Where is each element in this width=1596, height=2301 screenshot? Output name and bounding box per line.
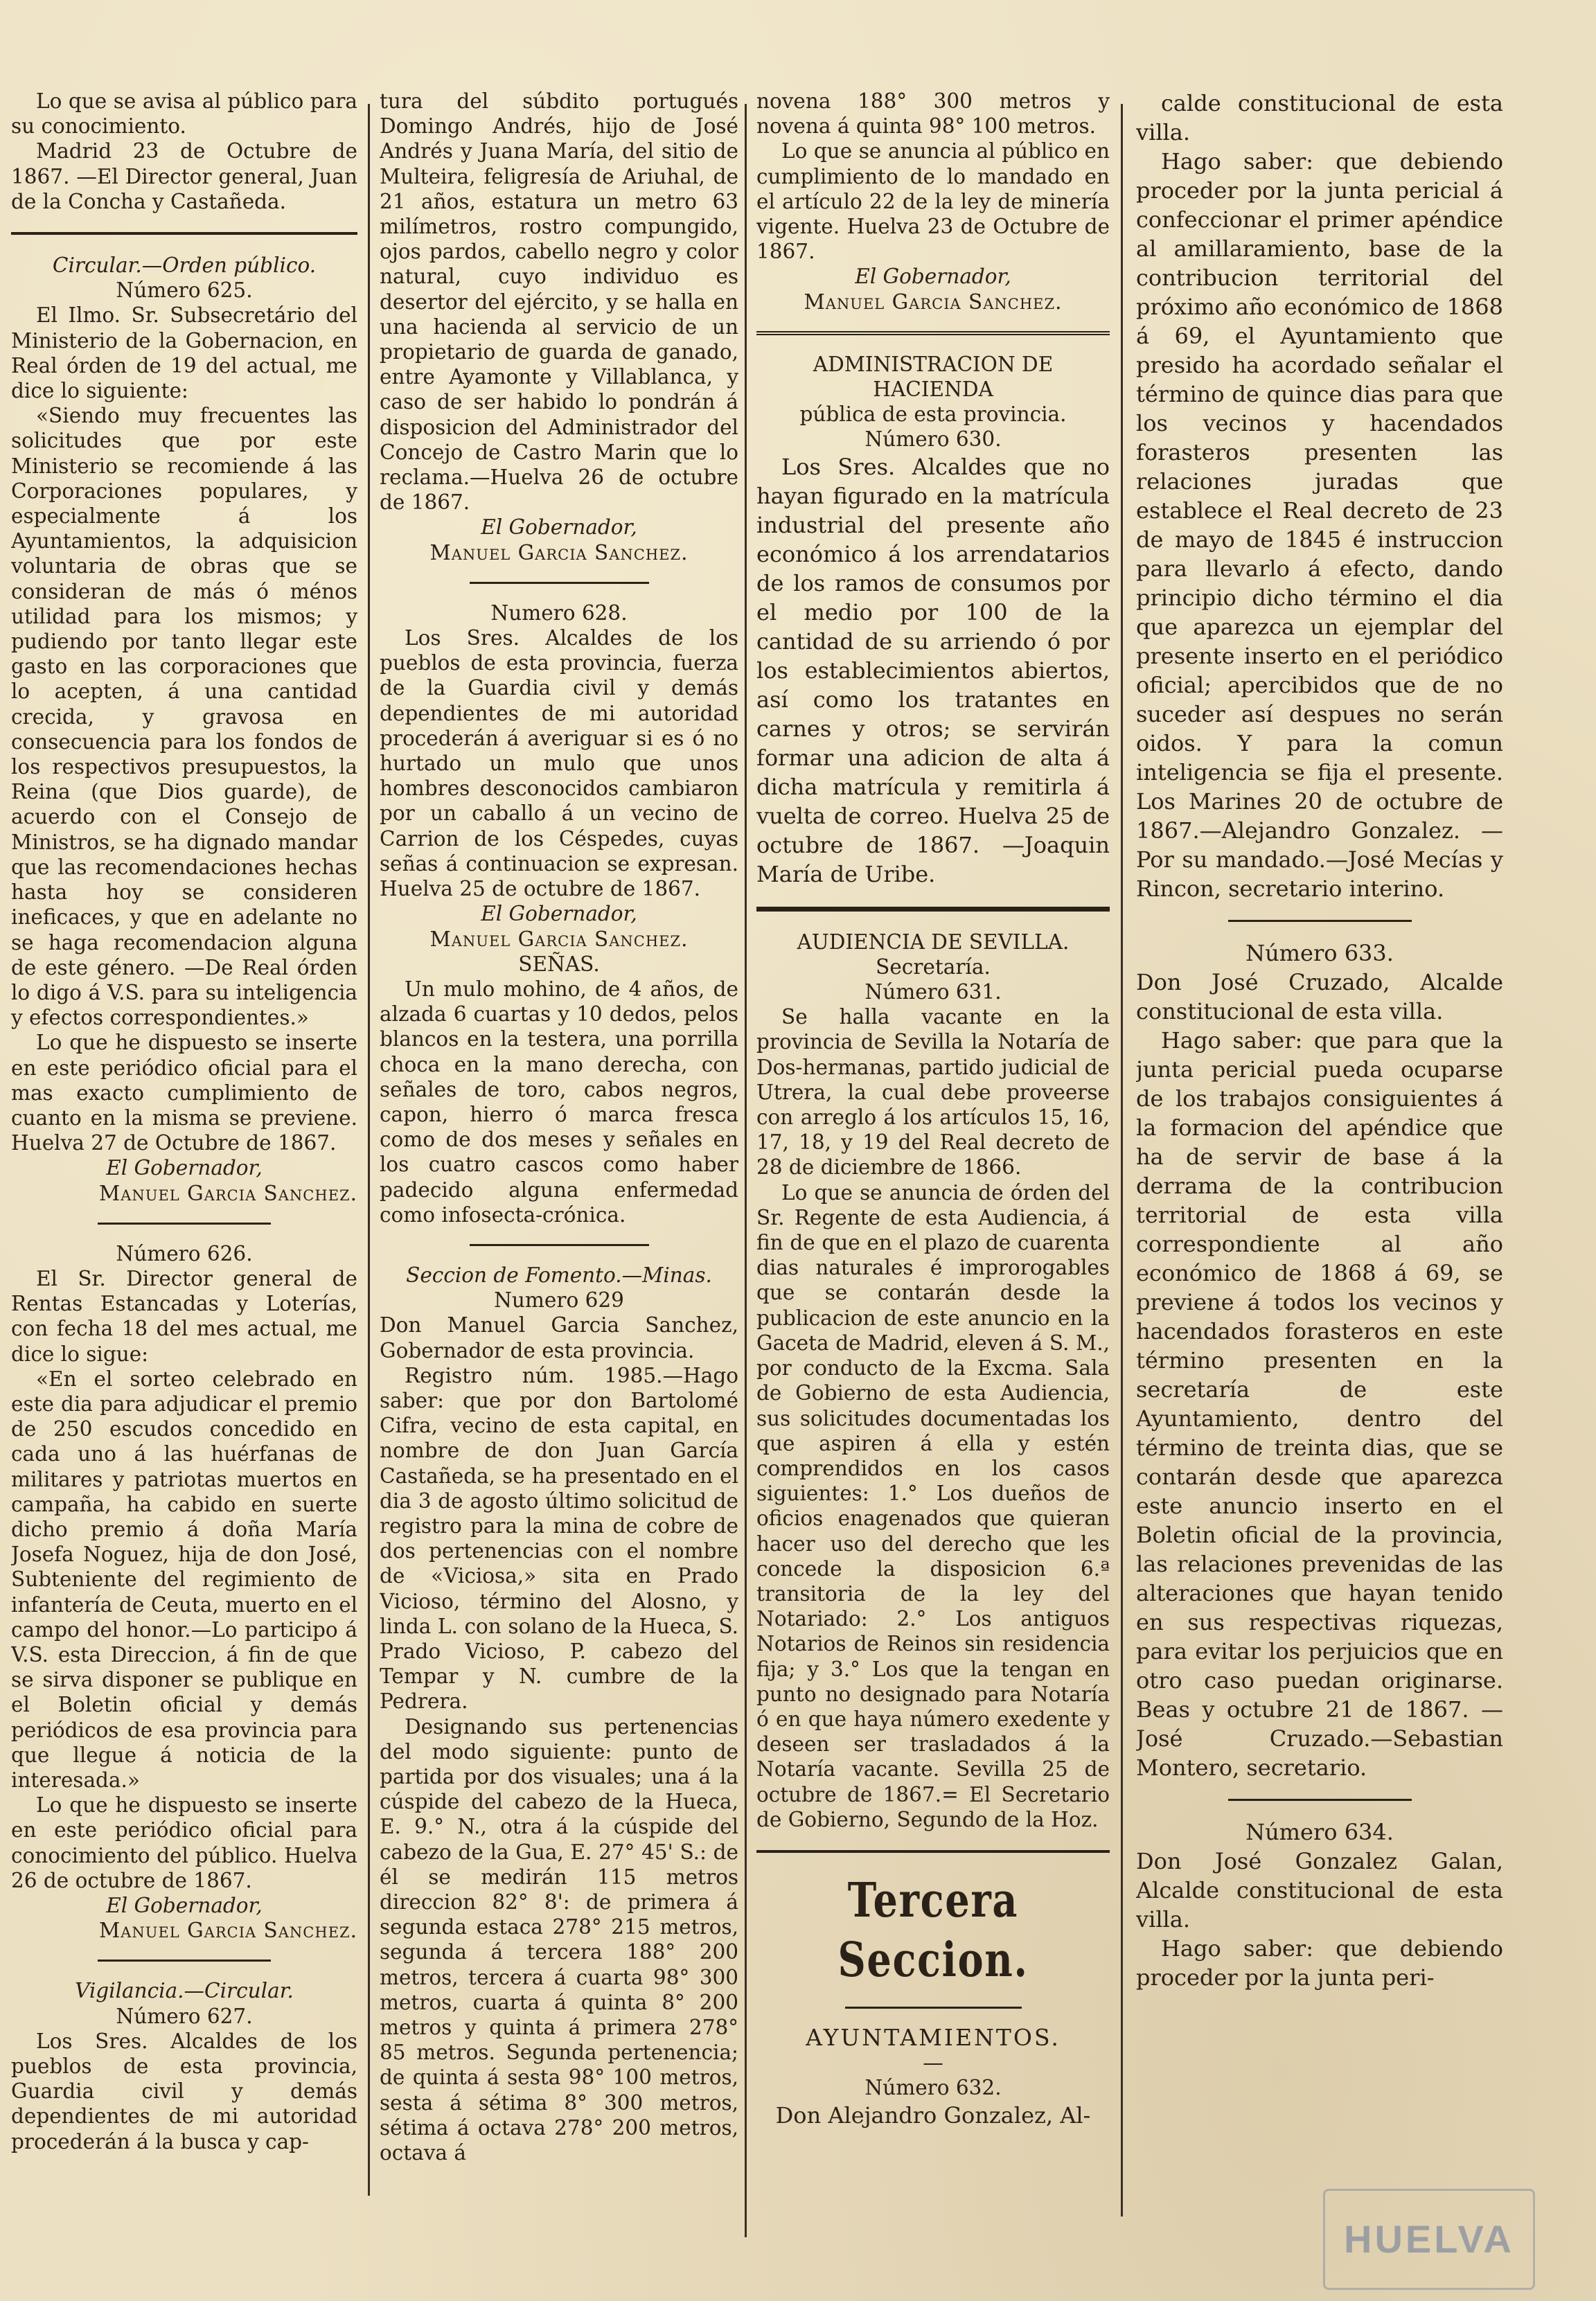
column-3 (756, 89, 1110, 2222)
notice-number: Número 634. (1245, 1819, 1394, 1845)
notice-text: tura del súbdito portugués Domingo Andrés, hijo de José Andrés y Juana María, del sitio de Multeira, feligresía de Ariuhal, de 21 años, estatura un metro 63 milímetros, rostro compungido, ojos pardos, cabello negro y color natural, cuyo individuo es desertor del ejército, y se halla en una hacienda al servicio de un propietario de guarda de ganado, entre Ayamonte y Villablanca, y caso de ser habido lo pondrán á disposicion del Administrador del Concejo de Castro Marin que lo reclama.—Huelva 26 de octubre de 1867. (380, 89, 738, 515)
notice-text: calde constitucional de esta villa. (1136, 90, 1503, 145)
notice-text: El Ilmo. Sr. Subsecretário del Ministerio de la Gobernacion, en Real órden de 19 del actual, me dice lo siguiente: (11, 303, 357, 403)
governor-title: El Gobernador, (106, 1894, 263, 1918)
notice-number: Número 626. (116, 1241, 253, 1265)
governor-title: El Gobernador, (855, 265, 1011, 289)
notice-number: Número 633. (1245, 940, 1394, 966)
section-heading: AUDIENCIA DE SEVILLA. (797, 930, 1070, 954)
dash-separator: — (923, 2051, 943, 2075)
divider (98, 1960, 271, 1962)
notice-text: Hago saber: que debiendo proceder por la junta pericial á confeccionar el primer apéndice al amillaramiento, base de la contribucion territorial del próximo año económico de 1868 á 69, el Ayuntamiento que presido ha acordado señalar el término de quince dias para que los vecinos y hacendados forasteros presenten las relaciones juradas que establece el Real decreto de 23 de mayo de 1845 é instruccion para llevarlo á efecto, dando principio dicho término el dia que aparezca un ejemplar del presente inserto en el periódico oficial; apercibidos que de no suceder así despues no serán oidos. Y para la comun inteligencia se fija el presente. Los Marines 20 de octubre de 1867.—Alejandro Gonzalez. —Por su mandado.—José Mecías y Rincon, secretario interino. (1136, 148, 1503, 902)
notice-number: Numero 629 (494, 1288, 624, 1313)
notice-text: Registro núm. 1985.—Hago saber: que por don Bartolomé Cifra, vecino de esta capital, en nombre de don Juan García Castañeda, se ha presentado en el dia 3 de agosto último solicitud de registro para la mina de cobre de dos pertenencias con el nombre de «Viciosa,» sita en Prado Vicioso, término del Alosno, y linda L. con solano de la Hueca, S. Prado Vicioso, P. cabezo del Tempar y N. cumbre de la Pedrera. (380, 1363, 738, 1714)
notice-text: Don José Gonzalez Galan, Alcalde constitucional de esta villa. (1136, 1848, 1503, 1933)
governor-name: Manuel Garcia Sanchez. (99, 1919, 357, 1943)
notice-text: Se halla vacante en la provincia de Sevilla la Notaría de Dos-hermanas, partido judicial de Utrera, la cual debe proveerse con arreglo á los artículos 15, 16, 17, 18, y 19 del Real decreto de 28 de diciembre de 1866. (756, 1005, 1110, 1180)
section-heading: ADMINISTRACION DE HACIENDA (813, 352, 1054, 402)
divider (470, 1244, 649, 1246)
notice-text: Lo que se anuncia al público en cumplimiento de lo mandado en el artículo 22 de la ley de minería vigente. Huelva 23 de Octubre de 1867. (756, 139, 1110, 264)
notice-number: Número 630. (864, 427, 1002, 452)
divider (1228, 1799, 1412, 1801)
notice-number: Número 625. (116, 278, 253, 303)
divider (1228, 920, 1412, 922)
notice-text: «Siendo muy frecuentes las solicitudes que por este Ministerio se recomiende á las Corporaciones populares, y especialmente á los Ayuntamientos, la adquisicion voluntaria de obras que se consideran de más ó ménos utilidad para los mismos; y pudiendo por tanto llegar este gasto en las corporaciones que lo acepten, á una cantidad crecida, y gravosa en consecuencia para los fondos de los respectivos presupuestos, la Reina (que Dios guarde), de acuerdo con el Consejo de Ministros, se ha dignado mandar que las recomendaciones hechas hasta hoy se consideren ineficaces, y que en adelante no se haga recomendacion alguna de este género. —De Real órden lo digo á V.S. para su inteligencia y efectos correspondientes.» (11, 404, 357, 1030)
section-heading: Vigilancia.—Circular. (75, 1979, 294, 2003)
divider (11, 232, 357, 235)
notice-text: Los Sres. Alcaldes que no hayan figurado en la matrícula industrial del presente año económico á los arrendatarios de los ramos de consumos por el medio por 100 de la cantidad de su arriendo ó por los establecimientos abiertos, así como los tratantes en carnes y otros; se servirán formar una adicion de alta á dicha matrícula y remitirla á vuelta de correo. Huelva 25 de octubre de 1867. —Joaquin María de Uribe. (756, 453, 1110, 887)
divider (756, 331, 1110, 335)
notice-text: Designando sus pertenencias del modo siguiente: punto de partida por dos visuales; una á la cúspide del cabezo de la Hueca, E. 9.° N., otra á la cúspide del cabezo de la Gua, E. 27° 45' S.: de él se medirán 115 metros direccion 82° 8': de primera á segunda estaca 278° 215 metros, segunda á tercera 188° 200 metros, tercera á cuarta 98° 300 metros, cuarta á quinta 8° 200 metros y quinta á primera 278° 85 metros. Segunda pertenencia; de quinta á sesta 98° 100 metros, sesta á sétima 8° 300 metros, sétima á octava 278° 200 metros, octava á (380, 1714, 738, 2165)
section-subheading: Secretaría. (876, 954, 991, 979)
divider (756, 907, 1110, 912)
notice-number: Número 632. (864, 2076, 1002, 2100)
notice-number: Número 627. (116, 2004, 253, 2028)
governor-title: El Gobernador, (106, 1156, 263, 1180)
governor-title: El Gobernador, (481, 515, 637, 540)
notice-text: Hago saber: que debiendo proceder por la junta peri- (1136, 1935, 1503, 1991)
signature-text: Madrid 23 de Octubre de 1867. —El Director general, Juan de la Concha y Castañeda. (11, 139, 357, 213)
column-divider (745, 104, 747, 2237)
archive-watermark: HUELVA (1323, 2189, 1535, 2290)
notice-text: Don José Cruzado, Alcalde constitucional de esta villa. (1136, 969, 1503, 1024)
section-subheading: pública de esta provincia. (799, 402, 1067, 427)
notice-text: Lo que se anuncia de órden del Sr. Regente de esta Audiencia, á fin de que en el plazo de cuarenta dias naturales é improrogables que se contarán desde la publicacion de este anuncio en la Gaceta de Madrid, eleven á S. M., por conducto de la Excma. Sala de Gobierno de esta Audiencia, sus solicitudes documentadas los que aspiren á ella y estén comprendidos en los casos siguientes: 1.° Los dueños de oficios enagenados que quieran hacer uso del derecho que les concede la disposicion 6.ª transitoria de la ley del Notariado: 2.° Los antiguos Notarios de Reinos sin residencia fija; y 3.° Los que la tengan en punto no designado para Notaría ó en que haya número exedente y deseen ser trasladados á la Notaría vacante. Sevilla 25 de octubre de 1867.= El Secretario de Gobierno, Segundo de la Hoz. (756, 1180, 1110, 1831)
column-1 (11, 89, 357, 2222)
notice-text: Los Sres. Alcaldes de los pueblos de esta provincia, fuerza de la Guardia civil y demás dependientes de mi autoridad procederán á averiguar si es ó no hurtado un mulo que unos hombres desconocidos cambiaron por un caballo á un vecino de Carrion de los Céspedes, cuyas señas á continuacion se expresan. Huelva 25 de octubre de 1867. (380, 626, 738, 901)
notice-text: Los Sres. Alcaldes de los pueblos de esta provincia, Guardia civil y demás dependientes de mi autoridad procederán á la busca y cap- (11, 2029, 357, 2153)
notice-text: «En el sorteo celebrado en este dia para adjudicar el premio de 250 escudos concedido en cada uno á las huérfanas de militares y patriotas muertos en campaña, ha cabido en suerte dicho premio á doña María Josefa Noguez, hija de don José, Subteniente del regimiento de infantería de Ceuta, muerto en el campo del honor.—Lo participo á V.S. esta Direccion, á fin de que se sirva disponer se publique en el Boletin oficial y demás periódicos de esa provincia para que llegue á noticia de la interesada.» (11, 1367, 357, 1792)
notice-text: Hago saber: que para que la junta pericial pueda ocuparse de los trabajos consiguientes á la formacion del apéndice que ha de servir de base á la derrama de la contribucion territorial de esta villa correspondiente al año económico de 1868 á 69, se previene á todos los vecinos y hacendados forasteros en este término presenten en la secretaría de este Ayuntamiento, dentro del término de treinta dias, que se contarán desde que aparezca este anuncio inserto en el Boletin oficial de la provincia, las relaciones prevenidas de las alteraciones que hayan tenido en sus respectivas riquezas, para evitar los perjuicios que en otro caso puedan originarse. Beas y octubre 21 de 1867. —José Cruzado.—Sebastian Montero, secretario. (1136, 1027, 1503, 1781)
governor-name: Manuel Garcia Sanchez. (429, 927, 689, 951)
intro-text: Lo que se avisa al público para su conocimiento. (11, 89, 357, 139)
notice-text: novena 188° 300 metros y novena á quinta 98° 100 metros. (756, 89, 1110, 139)
section-heading: SEÑAS. (518, 952, 600, 976)
notice-text: El Sr. Director general de Rentas Estancadas y Loterías, con fecha 18 del mes actual, me dice lo sigue: (11, 1266, 357, 1366)
column-4 (1136, 89, 1503, 2222)
notice-number: Número 631. (864, 980, 1002, 1004)
section-heading: Circular.—Orden público. (52, 254, 317, 278)
column-divider (368, 104, 370, 2196)
notice-text: Lo que he dispuesto se inserte en este periódico oficial para conocimiento del público. Huelva 26 de octubre de 1867. (11, 1793, 357, 1892)
notice-text: Lo que he dispuesto se inserte en este periódico oficial para el mas exacto cumplimiento de cuanto en la misma se previene. Huelva 27 de Octubre de 1867. (11, 1031, 357, 1155)
divider (98, 1223, 271, 1225)
section-heading: AYUNTAMIENTOS. (806, 2023, 1061, 2051)
governor-title: El Gobernador, (481, 902, 637, 926)
governor-name: Manuel Garcia Sanchez. (804, 290, 1063, 314)
divider (845, 2007, 1022, 2009)
section-title: Tercera Seccion. (837, 1872, 1029, 1988)
column-divider (1121, 104, 1123, 2216)
governor-name: Manuel Garcia Sanchez. (99, 1181, 357, 1205)
notice-number: Numero 628. (490, 601, 628, 625)
column-2 (380, 89, 738, 2222)
notice-text: Un mulo mohino, de 4 años, de alzada 6 cuartas y 10 dedos, pelos blancos en la testera, una porrilla choca en la mano derecha, con señales de toro, cabos negros, capon, hierro ó marca fresca como de dos meses y señales en los cuatro cascos como haber padecido alguna enfermedad como infosecta-crónica. (380, 977, 738, 1227)
notice-text: Don Alejandro Gonzalez, Al- (775, 2102, 1091, 2129)
section-heading: Seccion de Fomento.—Minas. (406, 1263, 712, 1287)
notice-text: Don Manuel Garcia Sanchez, Gobernador de esta provincia. (380, 1313, 738, 1362)
divider (470, 582, 649, 584)
governor-name: Manuel Garcia Sanchez. (429, 540, 689, 565)
divider (756, 1850, 1110, 1853)
